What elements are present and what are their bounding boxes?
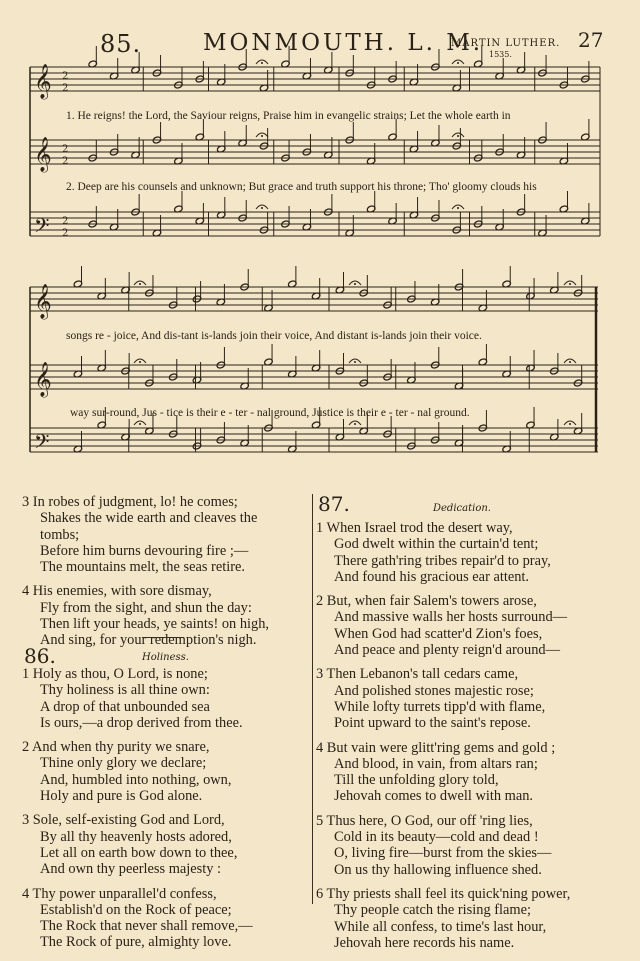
verse-line: The Rock of pure, almighty love.: [40, 934, 232, 951]
system2-lyric-verse2: way sur-round, Jus - tice is their e - ter - nal ground, Justice is their e - ter - nal ground.: [70, 407, 470, 419]
verse-line: Till the unfolding glory told,: [334, 772, 499, 789]
verse-line: 3 Sole, self-existing God and Lord,: [22, 812, 225, 829]
verse-line: By all thy heavenly hosts adored,: [40, 828, 232, 845]
page-number: 27: [578, 28, 604, 52]
verse-line: While lofty turrets tipp'd with flame,: [334, 698, 546, 715]
verse-line: Thy holiness is all thine own:: [40, 682, 210, 699]
verse-line: A drop of that unbounded sea: [40, 698, 210, 715]
clef-icon: 𝄞: [34, 64, 52, 99]
fermata-dot: [139, 361, 141, 363]
fermata-dot: [569, 361, 571, 363]
verse-line: The Rock that never shall remove,—: [40, 918, 253, 935]
verse-line: 4 Thy power unparallel'd confess,: [22, 885, 217, 902]
verse-line: Cold in its beauty—cold and dead !: [334, 829, 539, 846]
system2-lyric-verse1: songs re - joice, And dis-tant is-lands join their voice, And distant is-lands join their voice.: [66, 330, 482, 342]
clef-icon: 𝄞: [34, 137, 52, 172]
verse-line: Fly from the sight, and shun the day:: [40, 599, 252, 616]
hymn85-stanzas: [22, 494, 314, 657]
verse-line: 5 Thus here, O God, our off 'ring lies,: [316, 812, 533, 829]
verse-line: On us thy hallowing influence shed.: [334, 861, 542, 878]
stanza: [22, 739, 314, 804]
fermata-dot: [354, 361, 356, 363]
clef-icon: 𝄢: [34, 214, 50, 242]
verse-line: 6 Thy priests shall feel its quick'ning power,: [316, 885, 571, 902]
time-signature: 2: [62, 144, 69, 155]
verse-line: And, humbled into nothing, own,: [40, 771, 232, 788]
stanza: [22, 886, 314, 951]
fermata-dot: [139, 283, 141, 285]
fermata-dot: [457, 62, 459, 64]
verse-line: 1 Holy as thou, O Lord, is none;: [22, 666, 208, 682]
stanza: [22, 583, 314, 648]
tune-title: MONMOUTH. L. M.: [203, 30, 484, 56]
stanza: [22, 666, 314, 731]
system1-lyric-verse1: 1. He reigns! the Lord, the Saviour reigns, Praise him in evangelic strains; Let the whole earth in: [66, 110, 511, 122]
time-signature: 2: [62, 83, 69, 94]
verse-line: 2 And when thy purity we snare,: [22, 739, 210, 756]
stanza: [316, 813, 616, 878]
composer: MARTIN LUTHER.: [451, 38, 561, 49]
verse-line: 3 Then Lebanon's tall cedars came,: [316, 666, 519, 683]
verse-line: Shakes the wide earth and cleaves the: [40, 510, 258, 527]
verse-line: And massive walls her hosts surround—: [334, 609, 568, 626]
verse-line: 4 His enemies, with sore dismay,: [22, 583, 212, 600]
hymn-number-87: 87.: [318, 492, 350, 516]
stanza: [22, 494, 314, 575]
hymn87-subtitle: Dedication.: [433, 503, 491, 514]
fermata-dot: [354, 423, 356, 425]
verse-line: Let all on earth bow down to thee,: [40, 844, 238, 861]
clef-icon: 𝄞: [34, 362, 52, 397]
stanza: [22, 812, 314, 877]
verse-line: 2 But, when fair Salem's towers arose,: [316, 593, 537, 610]
verse-line: The mountains melt, the seas retire.: [40, 559, 246, 576]
fermata-dot: [569, 423, 571, 425]
verse-line: Establish'd on the Rock of peace;: [40, 901, 232, 918]
fermata-dot: [261, 207, 263, 209]
verse-line: 3 In robes of judgment, lo! he comes;: [22, 494, 238, 510]
stanza: [316, 520, 616, 585]
verse-line: And peace and plenty reign'd around—: [334, 642, 560, 659]
verse-line: Thine only glory we declare;: [40, 755, 207, 772]
verse-line: While all confess, to time's last hour,: [334, 918, 547, 935]
hymn87-stanzas: [316, 520, 616, 959]
column-divider: [312, 494, 313, 904]
clef-icon: 𝄢: [34, 430, 50, 458]
verse-line: There gath'ring tribes repair'd to pray,: [334, 552, 551, 569]
fermata-dot: [261, 62, 263, 64]
hymn-number-85: 85.: [100, 30, 142, 58]
time-signature: 2: [62, 216, 69, 227]
clef-icon: 𝄞: [34, 284, 52, 319]
verse-line: 1 When Israel trod the desert way,: [316, 520, 513, 536]
verse-line: Is ours,—a drop derived from thee.: [40, 714, 243, 731]
fermata-dot: [354, 283, 356, 285]
hymn86-subtitle: Holiness.: [142, 652, 189, 663]
composer-year: 1535.: [489, 50, 512, 59]
time-signature: 2: [62, 71, 69, 82]
verse-line: Holy and pure is God alone.: [40, 788, 203, 805]
hymn-number-86: 86.: [24, 644, 56, 668]
verse-line: And own thy peerless majesty :: [40, 861, 222, 878]
verse-line: tombs;: [40, 526, 80, 543]
verse-line: Thy people catch the rising flame;: [334, 902, 531, 919]
stanza: [316, 740, 616, 805]
verse-line: Point upward to the saint's repose.: [334, 715, 531, 732]
verse-line: And found his gracious ear attent.: [334, 568, 530, 585]
verse-line: When God had scatter'd Zion's foes,: [334, 625, 543, 642]
fermata-dot: [569, 283, 571, 285]
verse-line: Before him burns devouring fire ;—: [40, 542, 249, 559]
verse-line: O, living fire—burst from the skies—: [334, 845, 552, 862]
fermata-dot: [457, 207, 459, 209]
fermata-dot: [139, 423, 141, 425]
verse-line: Jehovah comes to dwell with man.: [334, 788, 534, 805]
stanza: [316, 593, 616, 658]
verse-line: Then lift your heads, ye saints! on high,: [40, 616, 270, 633]
stanza: [316, 886, 616, 951]
system1-lyric-verse2: 2. Deep are his counsels and unknown; But grace and truth support his throne; Tho' gloomy clouds his: [66, 181, 537, 193]
verse-line: And blood, in vain, from altars ran;: [334, 755, 538, 772]
verse-line: God dwelt within the curtain'd tent;: [334, 536, 539, 553]
divider-rule: [142, 637, 184, 638]
time-signature: 2: [62, 156, 69, 167]
fermata-dot: [261, 135, 263, 137]
fermata-dot: [457, 135, 459, 137]
time-signature: 2: [62, 228, 69, 239]
verse-line: Jehovah here records his name.: [334, 934, 515, 951]
hymn86-stanzas: [22, 666, 314, 959]
stanza: [316, 666, 616, 731]
verse-line: 4 But vain were glitt'ring gems and gold ;: [316, 739, 556, 756]
verse-line: And sing, for your redemption's nigh.: [40, 632, 257, 649]
verse-line: And polished stones majestic rose;: [334, 682, 534, 699]
